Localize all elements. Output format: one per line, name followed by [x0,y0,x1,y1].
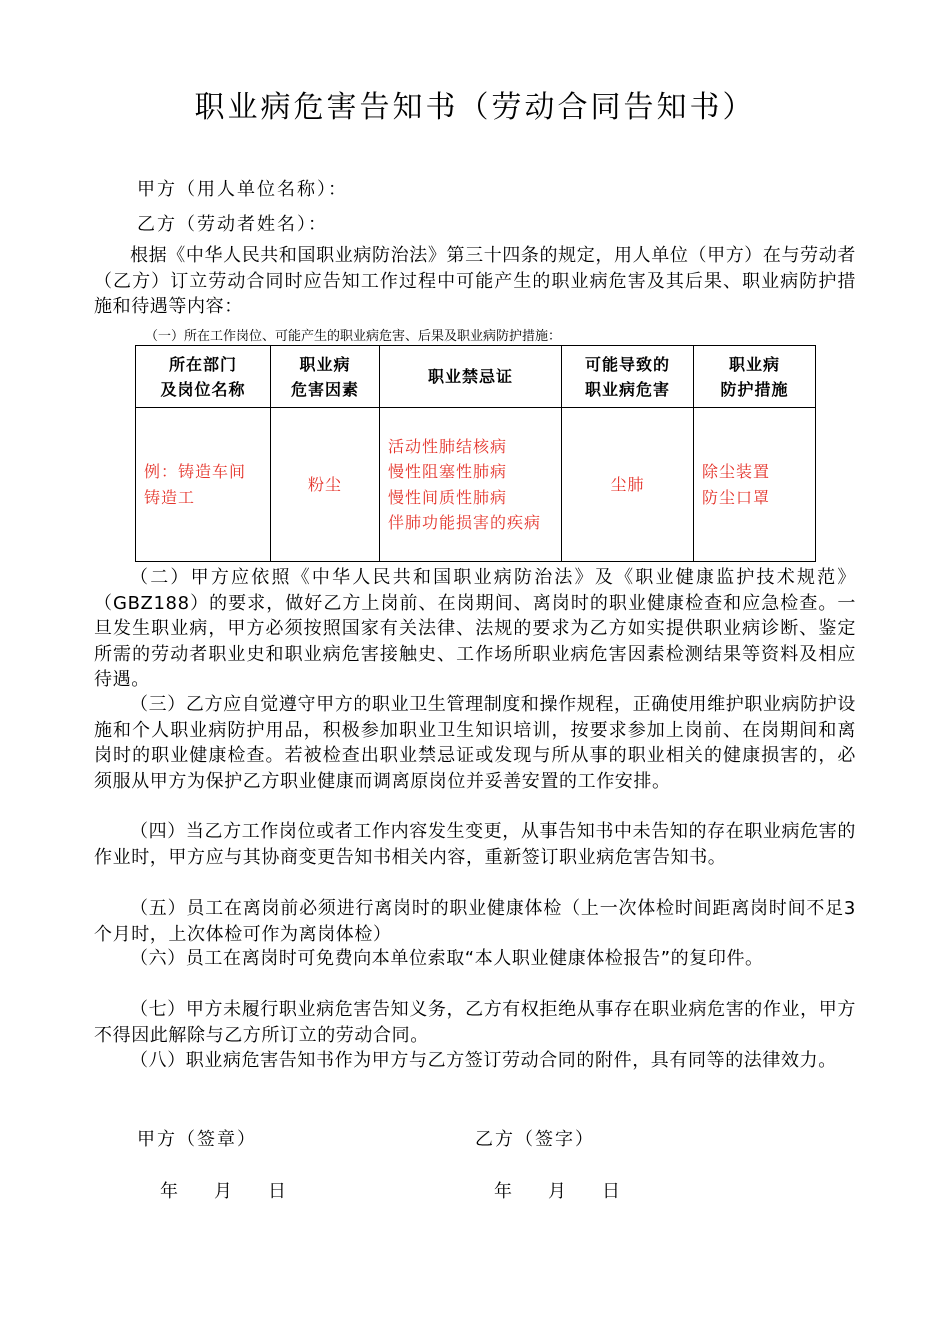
cell-protection: 除尘装置 防尘口罩 [694,408,816,562]
clause-8: （八）职业病危害告知书作为甲方与乙方签订劳动合同的附件，具有同等的法律效力。 [130,1050,837,1071]
party-b-line: 乙方（劳动者姓名）： [137,214,328,235]
table-header-row [136,346,816,408]
year-label: 年 [494,1181,514,1202]
cell-dept: 例：铸造车间 铸造工 [136,408,271,562]
month-label: 月 [214,1181,234,1202]
header-dept: 所在部门 及岗位名称 [136,346,271,408]
clause-6: （六）员工在离岗时可免费向本单位索取“本人职业健康体检报告”的复印件。 [130,948,764,969]
clause-5: （五）员工在离岗前必须进行离岗时的职业健康体检（上一次体检时间距离岗时间不足3个月时，上次体检可作为离岗体检） [94,898,856,945]
party-b-date [494,1177,622,1203]
clause-7: （七）甲方未履行职业病危害告知义务，乙方有权拒绝从事存在职业病危害的作业，甲方不得因此解除与乙方所订立的劳动合同。 [94,999,856,1046]
cell-contraindications: 活动性肺结核病 慢性阻塞性肺病 慢性间质性肺病 伴肺功能损害的疾病 [380,408,562,562]
year-label: 年 [160,1181,180,1202]
party-a-signature-label: 甲方（签章） [137,1129,257,1150]
header-protection: 职业病 防护措施 [694,346,816,408]
party-b-signature-label: 乙方（签字） [475,1129,595,1150]
table-row [136,408,816,562]
table-caption: （一）所在工作岗位、可能产生的职业病危害、后果及职业病防护措施： [145,329,562,344]
day-label: 日 [268,1181,288,1202]
clause-3: （三）乙方应自觉遵守甲方的职业卫生管理制度和操作规程，正确使用维护职业病防护设施和个人职业病防护用品，积极参加职业卫生知识培训，按要求参加上岗前、在岗期间和离岗时的职业健康检查。若被检查出职业禁忌证或发现与所从事的职业相关的健康损害的，必须服从甲方为保护乙方职业健康而调离原岗位并妥善安置的工作安排。 [94,694,856,792]
day-label: 日 [602,1181,622,1202]
header-contraindications: 职业禁忌证 [380,346,562,408]
clause-4: （四）当乙方工作岗位或者工作内容发生变更，从事告知书中未告知的存在职业病危害的作业时，甲方应与其协商变更告知书相关内容，重新签订职业病危害告知书。 [94,821,856,868]
party-a-line: 甲方（用人单位名称）： [137,179,348,200]
party-a-date [160,1177,288,1203]
document-title: 职业病危害告知书（劳动合同告知书） [194,90,756,125]
hazard-table [135,345,816,562]
clause-2: （二）甲方应依照《中华人民共和国职业病防治法》及《职业健康监护技术规范》（GBZ188）的要求，做好乙方上岗前、在岗期间、离岗时的职业健康检查和应急检查。一旦发生职业病，甲方必须按照国家有关法律、法规的要求为乙方如实提供职业病诊断、鉴定所需的劳动者职业史和职业病危害接触史、工作场所职业病危害因素检测结果等资料及相应待遇。 [94,567,856,690]
header-disease: 可能导致的 职业病危害 [562,346,694,408]
intro-paragraph: 根据《中华人民共和国职业病防治法》第三十四条的规定，用人单位（甲方）在与劳动者（乙方）订立劳动合同时应告知工作过程中可能产生的职业病危害及其后果、职业病防护措施和待遇等内容： [94,245,856,317]
cell-factor: 粉尘 [271,408,380,562]
month-label: 月 [548,1181,568,1202]
header-factor: 职业病 危害因素 [271,346,380,408]
cell-disease: 尘肺 [562,408,694,562]
